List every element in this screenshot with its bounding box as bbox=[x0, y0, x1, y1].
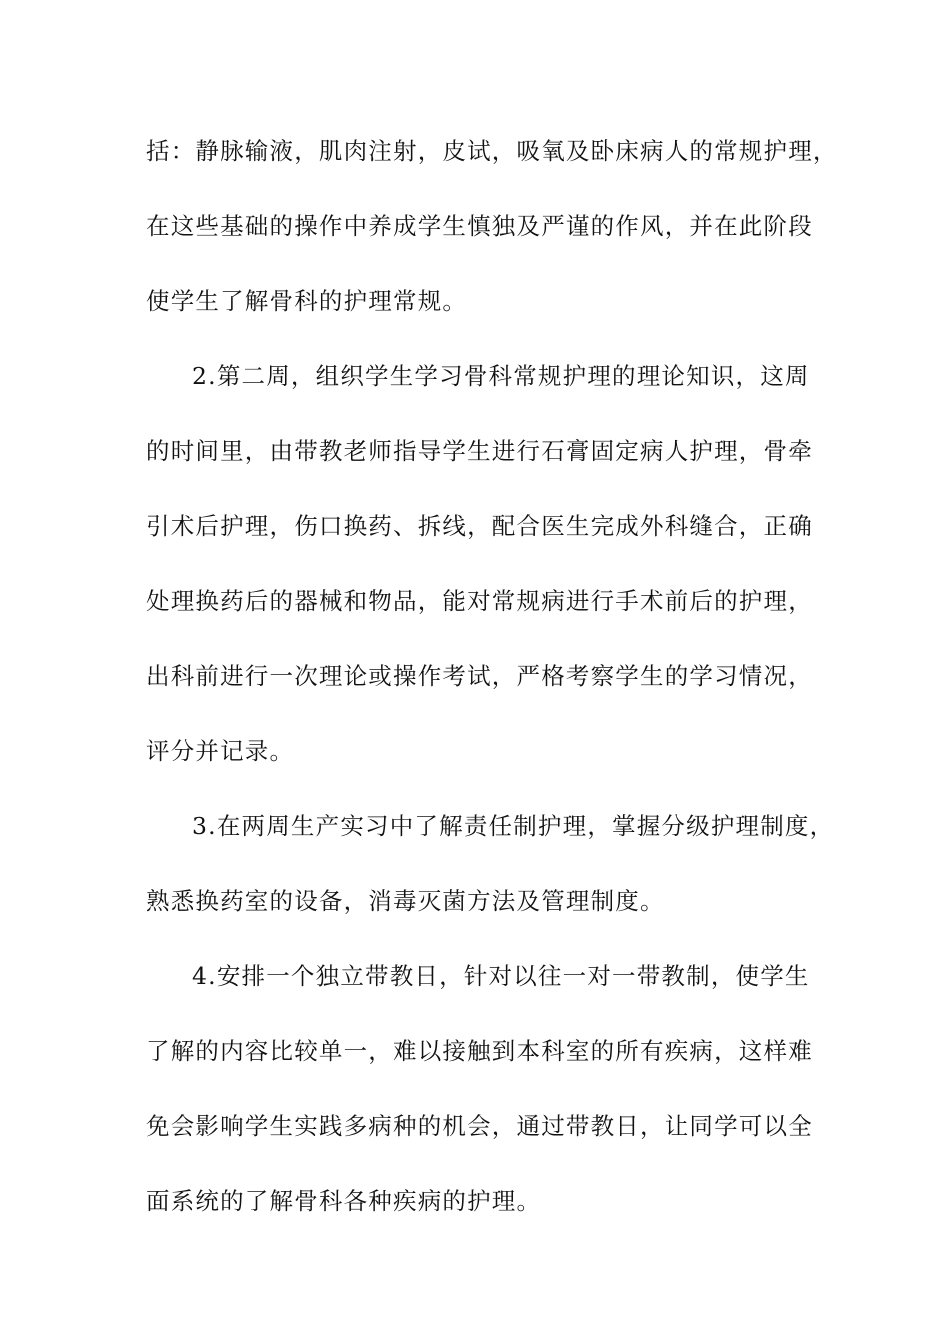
paragraph-start-line: 2.第二周，组织学生学习骨科常规护理的理论知识，这周 bbox=[192, 362, 810, 390]
text-line: 评分并记录。 bbox=[146, 737, 295, 765]
text-line: 免会影响学生实践多病种的机会，通过带教日，让同学可以全 bbox=[146, 1112, 813, 1140]
text-line: 熟悉换药室的设备，消毒灭菌方法及管理制度。 bbox=[146, 887, 665, 915]
text-line: 括：静脉输液，肌肉注射，皮试，吸氧及卧床病人的常规护理， bbox=[146, 137, 838, 165]
paragraph-start-line: 3.在两周生产实习中了解责任制护理，掌握分级护理制度， bbox=[192, 812, 835, 840]
text-line: 面系统的了解骨科各种疾病的护理。 bbox=[146, 1187, 542, 1215]
text-line: 出科前进行一次理论或操作考试，严格考察学生的学习情况， bbox=[146, 662, 813, 690]
paragraph-start-line: 4.安排一个独立带教日，针对以往一对一带教制，使学生 bbox=[192, 962, 810, 990]
text-line: 使学生了解骨科的护理常规。 bbox=[146, 287, 468, 315]
text-line: 在这些基础的操作中养成学生慎独及严谨的作风，并在此阶段 bbox=[146, 212, 813, 240]
text-line: 处理换药后的器械和物品，能对常规病进行手术前后的护理， bbox=[146, 587, 813, 615]
text-line: 引术后护理，伤口换药、拆线，配合医生完成外科缝合，正确 bbox=[146, 512, 813, 540]
text-line: 的时间里，由带教老师指导学生进行石膏固定病人护理，骨牵 bbox=[146, 437, 813, 465]
text-line: 了解的内容比较单一，难以接触到本科室的所有疾病，这样难 bbox=[146, 1037, 813, 1065]
